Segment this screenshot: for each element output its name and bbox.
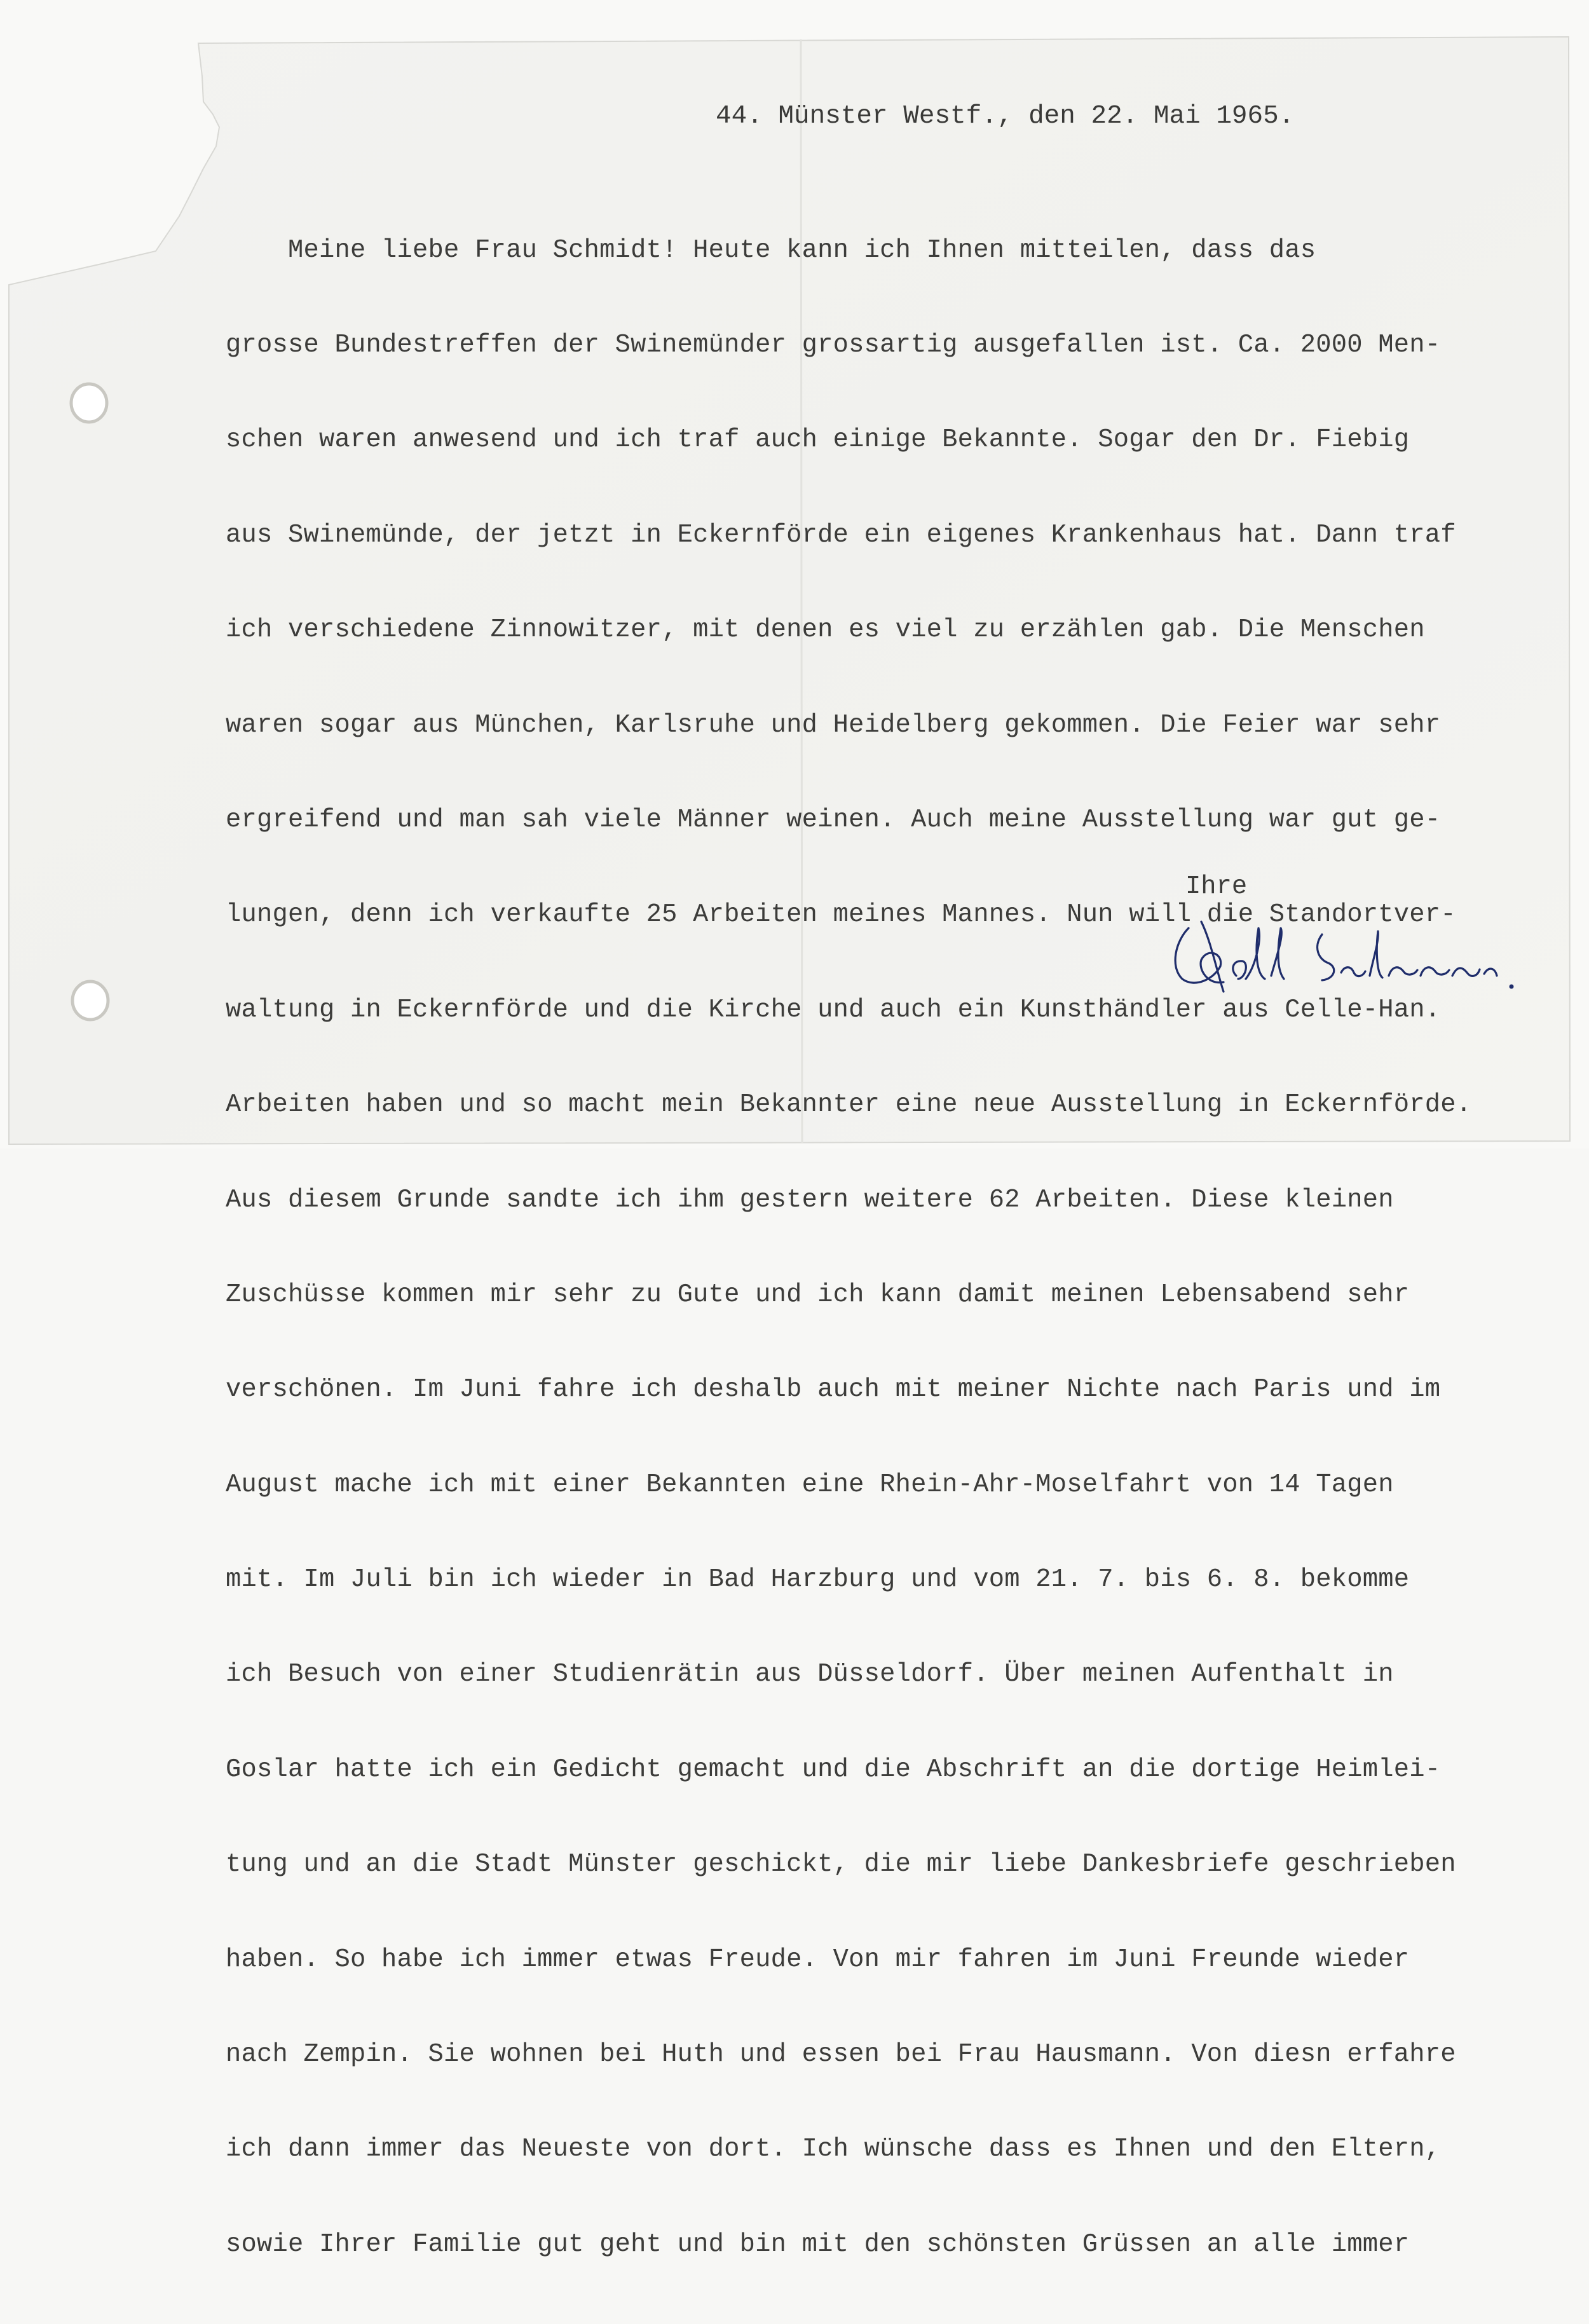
letter-closing: Ihre xyxy=(1185,872,1248,901)
punch-hole-top xyxy=(71,384,107,422)
body-line: Aus diesem Grunde sandte ich ihm gestern weitere 62 Arbeiten. Diese kleinen xyxy=(226,1185,1394,1215)
body-line: grosse Bundestreffen der Swinemünder grossartig ausgefallen ist. Ca. 2000 Men- xyxy=(226,330,1441,360)
body-line: Goslar hatte ich ein Gedicht gemacht und die Abschrift an die dortige Heimlei- xyxy=(226,1754,1441,1784)
body-line: nach Zempin. Sie wohnen bei Huth und essen bei Frau Hausmann. Von diesn erfahre xyxy=(226,2040,1456,2070)
body-line: Arbeiten haben und so macht mein Bekannter eine neue Ausstellung in Eckernförde. xyxy=(226,1090,1472,1120)
body-line: ich dann immer das Neueste von dort. Ich wünsche dass es Ihnen und den Eltern, xyxy=(226,2135,1441,2164)
letter-body-lines xyxy=(226,172,1471,2324)
letter-body xyxy=(226,102,1573,2259)
body-line: ich Besuch von einer Studienrätin aus Düsseldorf. Über meinen Aufenthalt in xyxy=(226,1660,1394,1690)
body-line: haben. So habe ich immer etwas Freude. Von mir fahren im Juni Freunde wieder xyxy=(226,1945,1410,1974)
body-line: ergreifend und man sah viele Männer weinen. Auch meine Ausstellung war gut ge- xyxy=(226,805,1441,835)
body-line: mit. Im Juli bin ich wieder in Bad Harzburg und vom 21. 7. bis 6. 8. bekomme xyxy=(226,1565,1410,1595)
body-line: Zuschüsse kommen mir sehr zu Gute und ich kann damit meinen Lebensabend sehr xyxy=(226,1280,1410,1309)
body-line: verschönen. Im Juni fahre ich deshalb auch mit meiner Nichte nach Paris und im xyxy=(226,1375,1441,1405)
body-line: August mache ich mit einer Bekannten eine Rhein-Ahr-Moselfahrt von 14 Tagen xyxy=(226,1470,1394,1500)
punch-hole-bottom xyxy=(72,981,108,1020)
body-line: sowie Ihrer Familie gut geht und bin mit den schönsten Grüssen an alle immer xyxy=(226,2229,1410,2259)
body-line: waltung in Eckernförde und die Kirche und auch ein Kunsthändler aus Celle-Han. xyxy=(226,995,1441,1025)
body-line: waren sogar aus München, Karlsruhe und Heidelberg gekommen. Die Feier war sehr xyxy=(226,710,1441,740)
body-line: Meine liebe Frau Schmidt! Heute kann ich Ihnen mitteilen, dass das xyxy=(226,235,1316,265)
body-line: schen waren anwesend und ich traf auch einige Bekannte. Sogar den Dr. Fiebig xyxy=(226,425,1410,455)
letter-date: 44. Münster Westf., den 22. Mai 1965. xyxy=(716,102,1295,131)
body-line: aus Swinemünde, der jetzt in Eckernförde ein eigenes Krankenhaus hat. Dann traf xyxy=(226,520,1456,550)
body-line: lungen, denn ich verkaufte 25 Arbeiten meines Mannes. Nun will die Standortver- xyxy=(226,900,1456,930)
body-line: tung und an die Stadt Münster geschickt, die mir liebe Dankesbriefe geschrieben xyxy=(226,1850,1456,1880)
body-line: ich verschiedene Zinnowitzer, mit denen es viel zu erzählen gab. Die Menschen xyxy=(226,615,1425,645)
handwritten-signature xyxy=(1163,915,1519,1004)
